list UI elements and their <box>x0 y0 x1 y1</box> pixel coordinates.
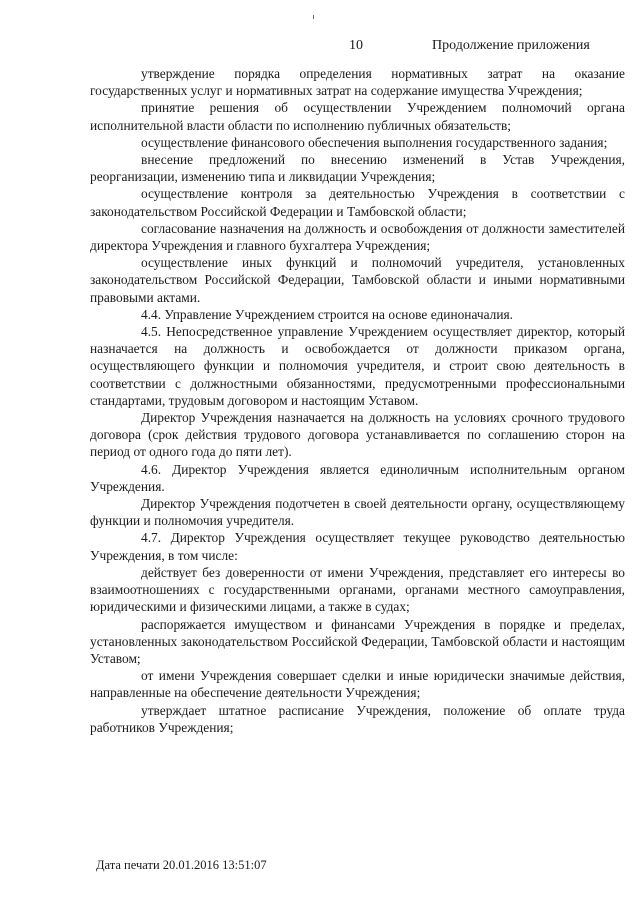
paragraph: осуществление контроля за деятельностью Учреждения в соответствии с законодательством Российской Федерации и Тамбовской области; <box>90 186 625 219</box>
paragraph: от имени Учреждения совершает сделки и иные юридически значимые действия, направленные на обеспечение деятельности Учреждения; <box>90 668 625 701</box>
paragraph: Директор Учреждения назначается на должность на условиях срочного трудового договора (срок действия трудового договора устанавливается по соглашению сторон на период от одного года до пяти лет). <box>90 410 625 460</box>
document-body <box>90 65 625 736</box>
paragraph: действует без доверенности от имени Учреждения, представляет его интересы во взаимоотношениях с государственными органами, органами местного самоуправления, юридическими и физическими лицами, а также в судах; <box>90 564 625 615</box>
paragraph: принятие решения об осуществлении Учреждением полномочий органа исполнительной власти области по исполнению публичных обязательств; <box>90 100 625 133</box>
paragraph: утверждает штатное расписание Учреждения, положение об оплате труда работников Учреждения; <box>90 702 625 735</box>
paragraph: 4.6. Директор Учреждения является единоличным исполнительным органом Учреждения. <box>90 461 625 494</box>
paragraph: осуществление финансового обеспечения выполнения государственного задания; <box>141 134 608 150</box>
scan-mark <box>313 15 314 19</box>
paragraph: распоряжается имуществом и финансами Учреждения в порядке и пределах, установленных законодательством Российской Федерации, Тамбовской области и настоящим Уставом; <box>90 616 625 666</box>
page-header <box>0 38 640 58</box>
paragraph: 4.5. Непосредственное управление Учреждением осуществляет директор, который назначается на должность и освобождается от должности приказом органа, осуществляющего функции и полномочия учредителя, и строит свою деятельность в соответствии с должностными обязанностями, предусмотренными профессиональными стандартами, трудовым договором и настоящим Уставом. <box>90 324 625 408</box>
paragraph: Директор Учреждения подотчетен в своей деятельности органу, осуществляющему функции и полномочия учредителя. <box>90 496 625 529</box>
paragraph: утверждение порядка определения нормативных затрат на оказание государственных услуг и нормативных затрат на содержание имущества Учреждения; <box>90 66 625 99</box>
paragraph: осуществление иных функций и полномочий учредителя, установленных законодательством Российской Федерации, Тамбовской области и иными нормативными правовыми актами. <box>90 255 625 305</box>
paragraph: согласование назначения на должность и освобождения от должности заместителей директора Учреждения и главного бухгалтера Учреждения; <box>90 220 625 254</box>
paragraph: 4.4. Управление Учреждением строится на основе единоначалия. <box>141 306 514 322</box>
paragraph: внесение предложений по внесению изменений в Устав Учреждения, реорганизации, изменению типа и ликвидации Учреждения; <box>90 152 625 185</box>
paragraph: 4.7. Директор Учреждения осуществляет текущее руководство деятельностью Учреждения, в том числе: <box>90 530 625 563</box>
page-number: 10 <box>349 38 363 53</box>
header-note: Продолжение приложения <box>432 38 590 53</box>
print-date-footer: Дата печати 20.01.2016 13:51:07 <box>96 858 267 872</box>
